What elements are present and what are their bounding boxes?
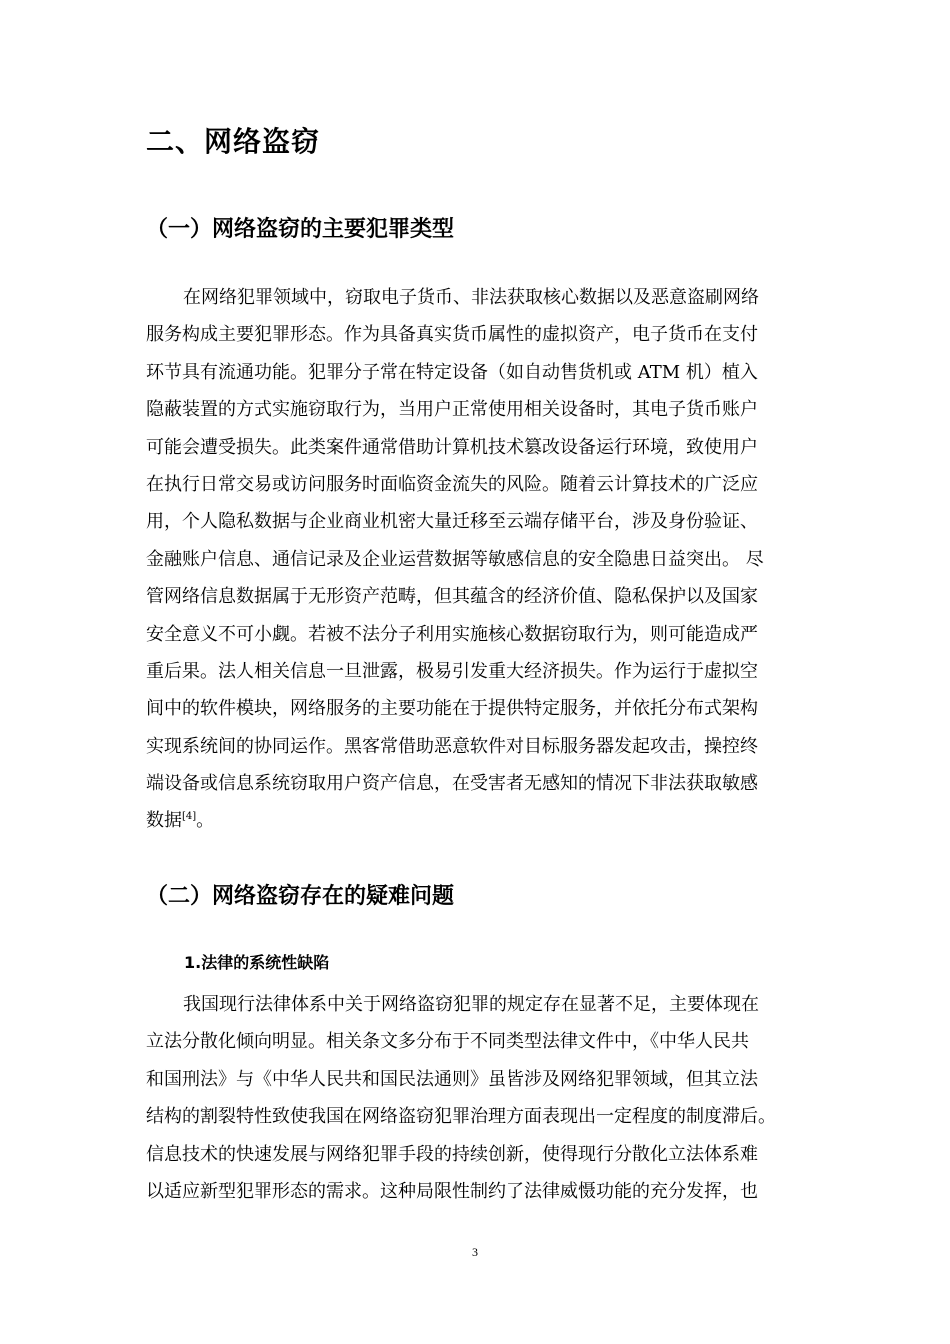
paragraph-line: 管网络信息数据属于无形资产范畴，但其蕴含的经济价值、隐私保护以及国家 xyxy=(146,586,758,608)
page-number: 3 xyxy=(472,1245,478,1259)
paragraph-line: 实现系统间的协同运作。黑客常借助恶意软件对目标服务器发起攻击，操控终 xyxy=(146,735,758,757)
last-line-text: 数据 xyxy=(146,810,182,832)
paragraph-line: 端设备或信息系统窃取用户资产信息，在受害者无感知的情况下非法获取敏感 xyxy=(146,773,758,795)
paragraph-line: 环节具有流通功能。犯罪分子常在特定设备（如自动售货机或 ATM 机）植入 xyxy=(146,361,758,383)
paragraph-line: 以适应新型犯罪形态的需求。这种局限性制约了法律威慑功能的充分发挥，也 xyxy=(146,1180,758,1202)
paragraph-line: 和国刑法》与《中华人民共和国民法通则》虽皆涉及网络犯罪领域，但其立法 xyxy=(146,1068,758,1090)
paragraph-line: 用，个人隐私数据与企业商业机密大量迁移至云端存储平台，涉及身份验证、 xyxy=(146,511,758,533)
paragraph-last-line xyxy=(146,802,826,839)
paragraph-line: 安全意义不可小觑。若被不法分子利用实施核心数据窃取行为，则可能造成严 xyxy=(146,623,758,645)
section-1-paragraph xyxy=(146,279,826,840)
paragraph-line: 在网络犯罪领域中，窃取电子货币、非法获取核心数据以及恶意盗刷网络 xyxy=(183,287,759,308)
paragraph-line: 结构的割裂特性致使我国在网络盗窃犯罪治理方面表现出一定程度的制度滞后。 xyxy=(146,1106,776,1128)
paragraph-line: 重后果。法人相关信息一旦泄露，极易引发重大经济损失。作为运行于虚拟空 xyxy=(146,660,758,682)
paragraph-line: 立法分散化倾向明显。相关条文多分布于不同类型法律文件中，《中华人民共 xyxy=(146,1031,749,1053)
subsection-heading: 1.法律的系统性缺陷 xyxy=(184,953,330,972)
paragraph-line: 在执行日常交易或访问服务时面临资金流失的风险。随着云计算技术的广泛应 xyxy=(146,473,758,495)
last-line-end: 。 xyxy=(196,810,215,832)
paragraph-line: 金融账户信息、通信记录及企业运营数据等敏感信息的安全隐患日益突出。 尽 xyxy=(146,548,764,570)
chapter-heading: 二、网络盗窃 xyxy=(146,125,321,158)
paragraph-line: 我国现行法律体系中关于网络盗窃犯罪的规定存在显著不足，主要体现在 xyxy=(183,994,759,1015)
paragraph-line: 服务构成主要犯罪形态。作为具备真实货币属性的虚拟资产，电子货币在支付 xyxy=(146,324,758,346)
paragraph-line: 可能会遭受损失。此类案件通常借助计算机技术篡改设备运行环境，致使用户 xyxy=(146,436,758,458)
section-2-paragraph xyxy=(146,986,826,1210)
section-heading-1: （一）网络盗窃的主要犯罪类型 xyxy=(146,217,455,242)
paragraph-line: 信息技术的快速发展与网络犯罪手段的持续创新，使得现行分散化立法体系难 xyxy=(146,1143,758,1165)
paragraph-line: 隐蔽装置的方式实施窃取行为，当用户正常使用相关设备时，其电子货币账户 xyxy=(146,399,758,421)
paragraph-line: 间中的软件模块，网络服务的主要功能在于提供特定服务，并依托分布式架构 xyxy=(146,698,758,720)
section-heading-2: （二）网络盗窃存在的疑难问题 xyxy=(146,884,455,909)
citation-reference[interactable]: [4] xyxy=(182,811,197,823)
